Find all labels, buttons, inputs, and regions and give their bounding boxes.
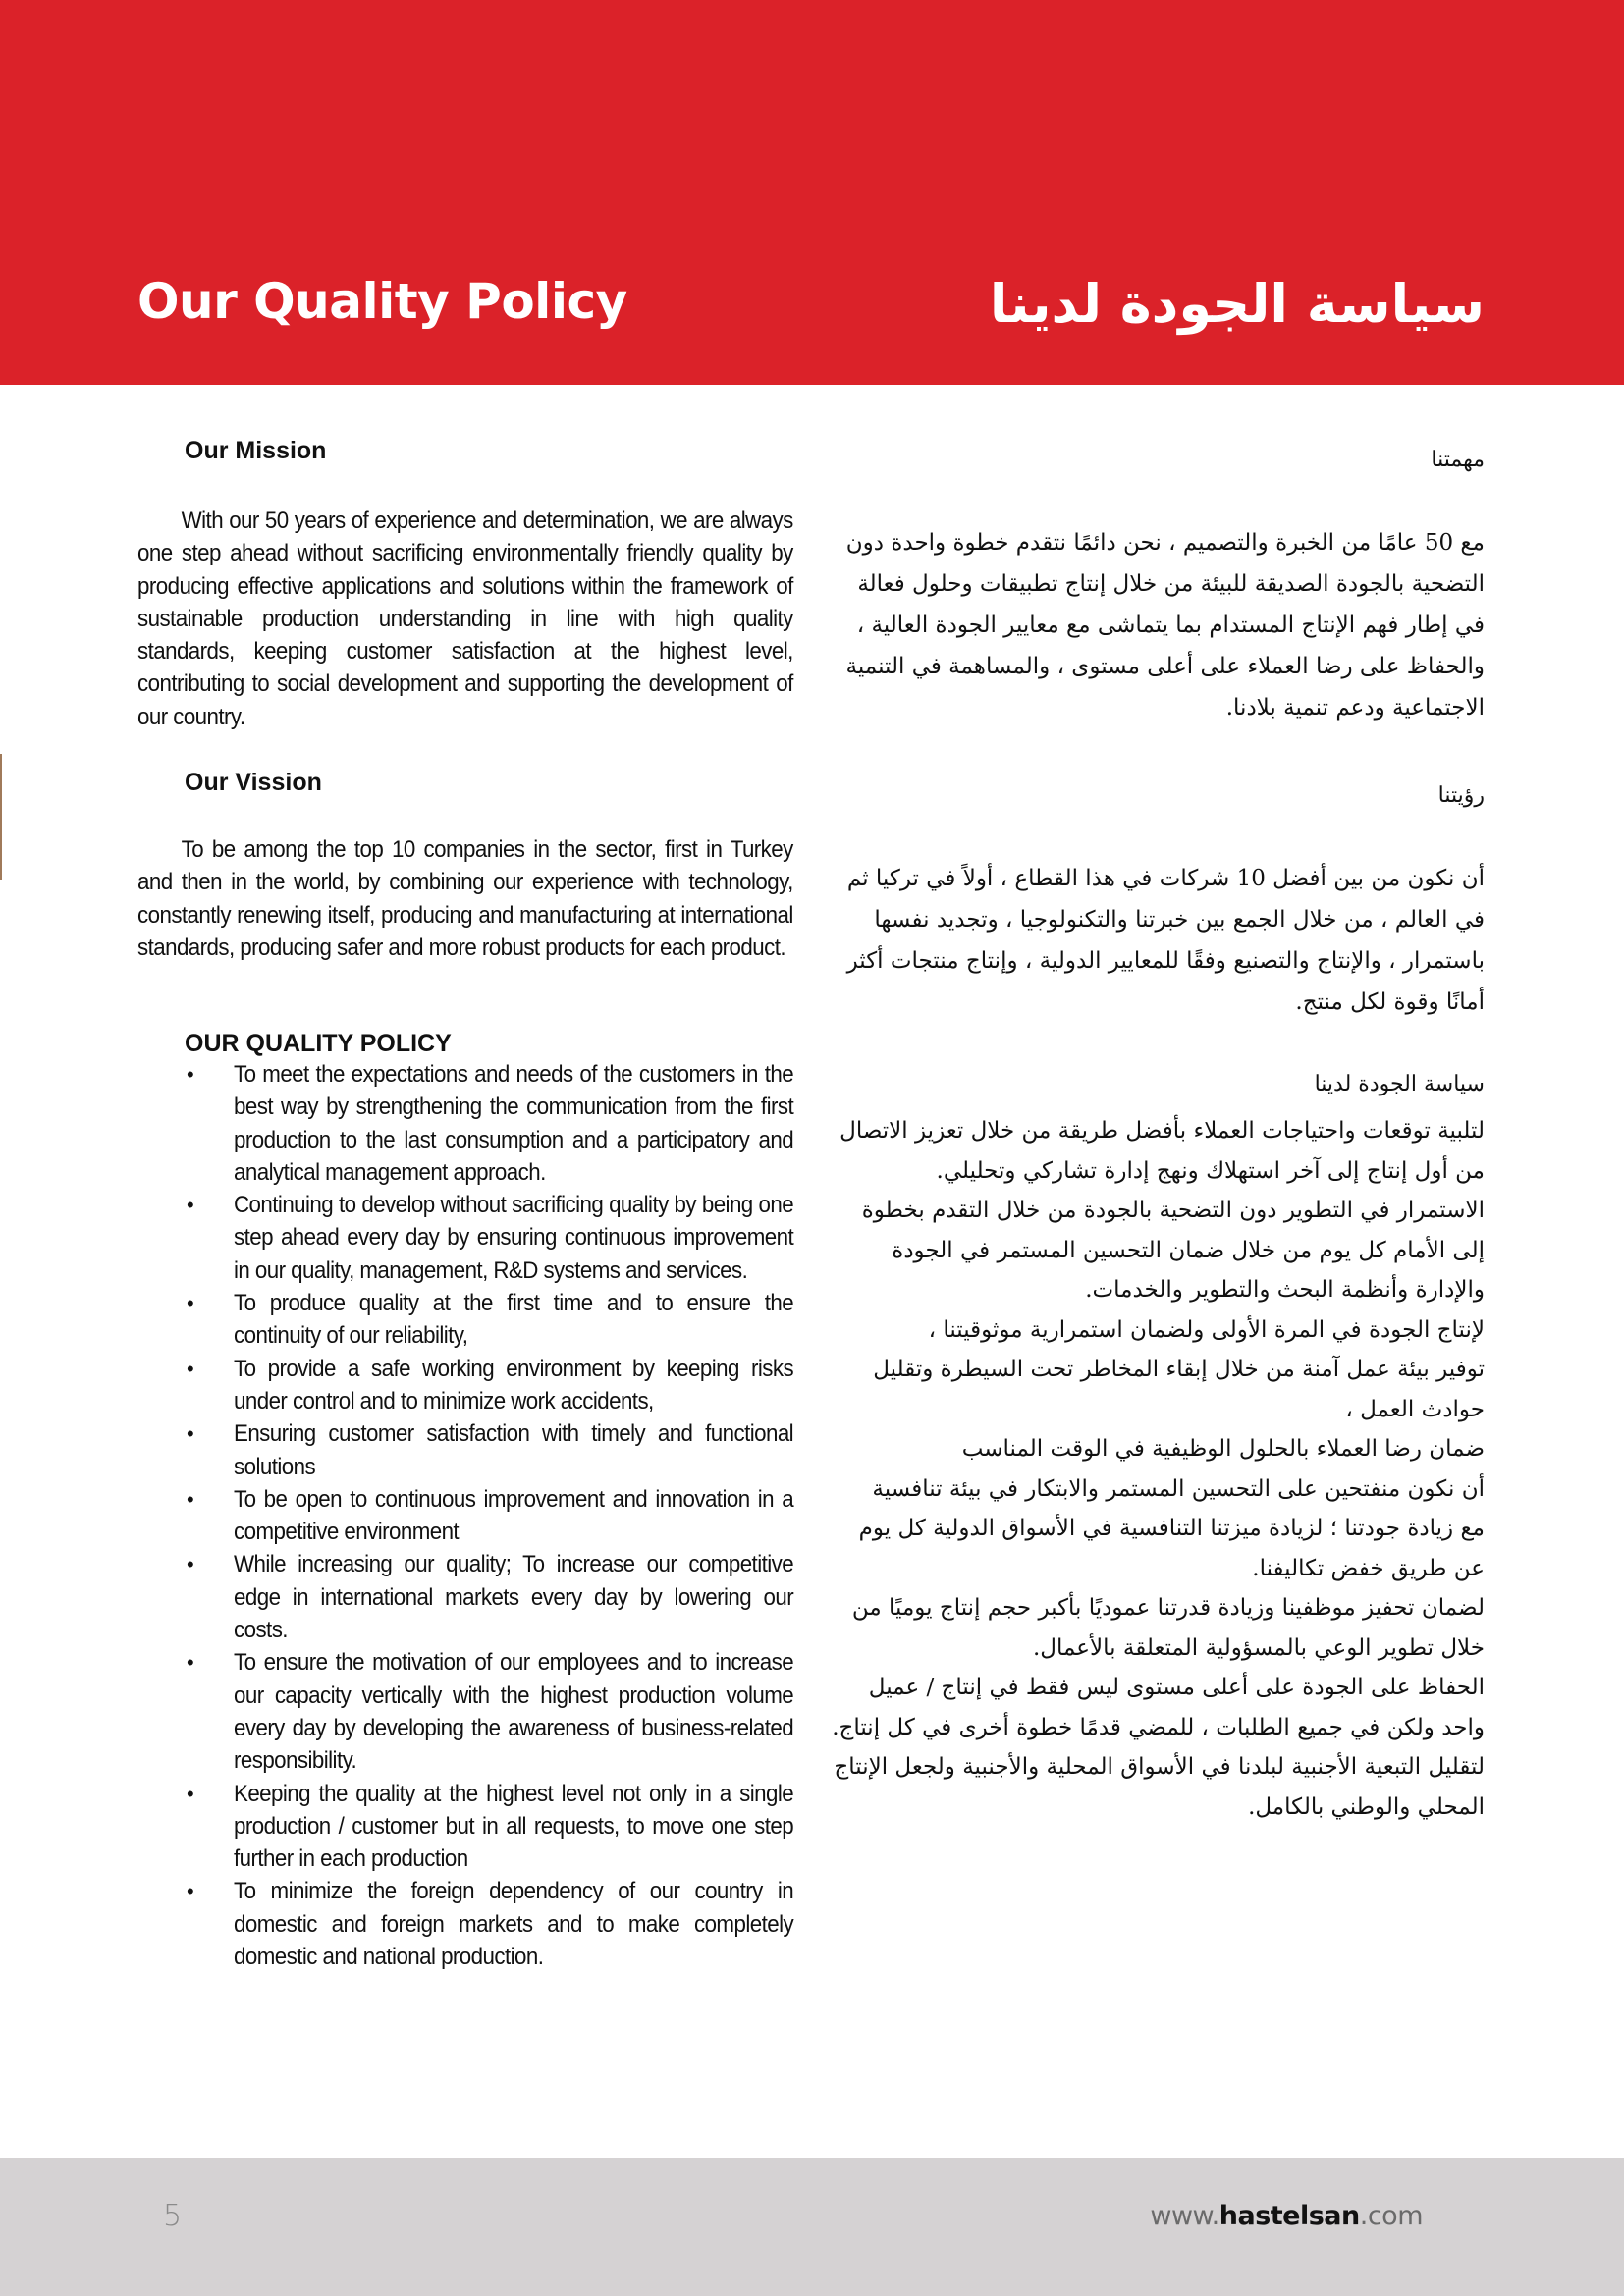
policy-item [185,1646,793,1777]
policy-item-arabic: ضمان رضا العملاء بالحلول الوظيفية في الوقت المناسب [961,1436,1485,1462]
page-number: 5 [163,2199,183,2233]
bullet-icon: • [187,1062,194,1087]
policy-item [185,1778,793,1876]
vision-text-arabic: أن نكون من بين أفضل 10 شركات في هذا القطاع ، أولاً في تركيا ثم في العالم ، من خلال الجمع بين خبرتنا والتكنولوجيا ، وتجديد نفسها باستمرار ، والإنتاج والتصنيع وفقًا للمعايير الدولية ، وإنتاج منتجات أكثر أمانًا وقوة لكل منتج. [846,866,1485,1015]
bullet-icon: • [187,1421,194,1447]
policy-item-text: Ensuring customer satisfaction with timely and functional solutions [234,1420,794,1480]
quality-policy-heading: OUR QUALITY POLICY [185,1030,452,1057]
policy-item-text: To provide a safe working environment by keeping risks under control and to minimize work accidents, [234,1355,794,1415]
mission-text: With our 50 years of experience and determination, we are always one step ahead without sacrificing environmentally friendly quality by producing effective applications and solutions within the framework of sustainable production understanding in line with high quality standards, keeping customer satisfaction at the highest level, contributing to social development and supporting the development of our country. [137,507,793,730]
policy-item-text: While increasing our quality; To increase our competitive edge in international markets every day by lowering our costs. [234,1551,794,1644]
bullet-icon: • [187,1193,194,1218]
header-banner [0,0,1624,385]
bullet-icon: • [187,1552,194,1577]
page-edge-mark [0,754,2,880]
bullet-icon: • [187,1879,194,1904]
bullet-icon: • [187,1356,194,1381]
policy-item-arabic: لتقليل التبعية الأجنبية لبلدنا في الأسواق المحلية والأجنبية ولجعل الإنتاج المحلي والوطني بالكامل. [834,1754,1485,1820]
quality-policy-heading-arabic: سياسة الجودة لدينا [1314,1072,1485,1096]
policy-item-text: To be open to continuous improvement and innovation in a competitive environment [234,1485,794,1546]
page-title-arabic: سياسة الجودة لدينا [989,273,1485,335]
mission-heading: Our Mission [185,437,327,464]
policy-item-text: To produce quality at the first time and to ensure the continuity of our reliability, [234,1290,794,1350]
policy-item [185,1548,793,1646]
policy-item-arabic: الاستمرار في التطوير دون التضحية بالجودة من خلال التقدم بخطوة إلى الأمام كل يوم من خلال ضمان التحسين المستمر في الجودة والإدارة وأنظمة البحث والتطوير والخدمات. [861,1198,1485,1303]
bullet-icon: • [187,1650,194,1676]
mission-text-arabic: مع 50 عامًا من الخبرة والتصميم ، نحن دائمًا نتقدم خطوة واحدة دون التضحية بالجودة الصديقة للبيئة من خلال إنتاج تطبيقات وحلول فعالة في إطار فهم الإنتاج المستدام بما يتماشى مع معايير الجودة العالية ، والحفاظ على رضا العملاء على أعلى مستوى ، والمساهمة في التنمية الاجتماعية ودعم تنمية بلادنا. [845,530,1485,721]
url-suffix: .com [1359,2201,1423,2231]
policy-item-arabic: توفير بيئة عمل آمنة من خلال إبقاء المخاطر تحت السيطرة وتقليل حوادث العمل ، [873,1357,1485,1422]
policy-item-arabic: لإنتاج الجودة في المرة الأولى ولضمان استمرارية موثوقيتنا ، [928,1316,1485,1343]
policy-item-text: Continuing to develop without sacrificing quality by being one step ahead every day by ensuring continuous improvement in our quality, management, R&D systems and services. [234,1192,794,1284]
policy-item-arabic: الحفاظ على الجودة على أعلى مستوى ليس فقط في إنتاج / عميل واحد ولكن في جميع الطلبات ، للمضي قدمًا خطوة أخرى في كل إنتاج. [832,1675,1485,1740]
url-brand: hastelsan [1218,2201,1360,2231]
policy-item-arabic: مع زيادة جودتنا ؛ لزيادة ميزتنا التنافسية في الأسواق الدولية كل يوم عن طريق خفض تكاليفنا. [858,1516,1485,1581]
vision-heading-arabic: رؤيتنا [1437,783,1485,808]
policy-item [185,1058,793,1189]
policy-item-text: To ensure the motivation of our employees and to increase our capacity vertically with the highest production volume every day by developing the awareness of business-related responsibility. [234,1649,794,1775]
policy-item [185,1353,793,1418]
policy-item [185,1875,793,1973]
policy-item [185,1417,793,1483]
policy-item [185,1189,793,1287]
url-prefix: www. [1150,2201,1219,2231]
policy-item [185,1483,793,1549]
policy-item [185,1287,793,1353]
mission-heading-arabic: مهمتنا [1431,448,1485,472]
policy-item-arabic: أن نكون منفتحين على التحسين المستمر والابتكار في بيئة تنافسية [872,1475,1485,1502]
vision-heading: Our Vission [185,769,322,796]
policy-item-arabic: لتلبية توقعات واحتياجات العملاء بأفضل طريقة من خلال تعزيز الاتصال من أول إنتاج إلى آخر استهلاك ونهج إدارة تشاركي وتحليلي. [839,1118,1485,1184]
policy-item-text: Keeping the quality at the highest level not only in a single production / customer but in all requests, to move one step further in each production [234,1780,794,1873]
policy-item-text: To meet the expectations and needs of the customers in the best way by strengthening the communication from the first production to the last consumption and a participatory and analytical management approach. [234,1061,794,1186]
vision-text: To be among the top 10 companies in the sector, first in Turkey and then in the world, by combining our experience with technology, constantly renewing itself, producing and manufacturing at international standards, producing safer and more robust products for each product. [137,836,793,961]
quality-policy-list-arabic [827,1111,1485,1827]
website-link[interactable] [1150,2201,1423,2231]
policy-item-arabic: لضمان تحفيز موظفينا وزيادة قدرتنا عموديًا بأكبر حجم إنتاج يوميًا من خلال تطوير الوعي بالمسؤولية المتعلقة بالأعمال. [851,1595,1485,1661]
bullet-icon: • [187,1781,194,1806]
quality-policy-list [185,1058,793,1973]
page-footer [0,2158,1624,2296]
policy-item-text: To minimize the foreign dependency of our country in domestic and foreign markets and to make completely domestic and national production. [234,1878,794,1971]
bullet-icon: • [187,1486,194,1512]
page-title-english: Our Quality Policy [137,273,627,330]
bullet-icon: • [187,1291,194,1316]
